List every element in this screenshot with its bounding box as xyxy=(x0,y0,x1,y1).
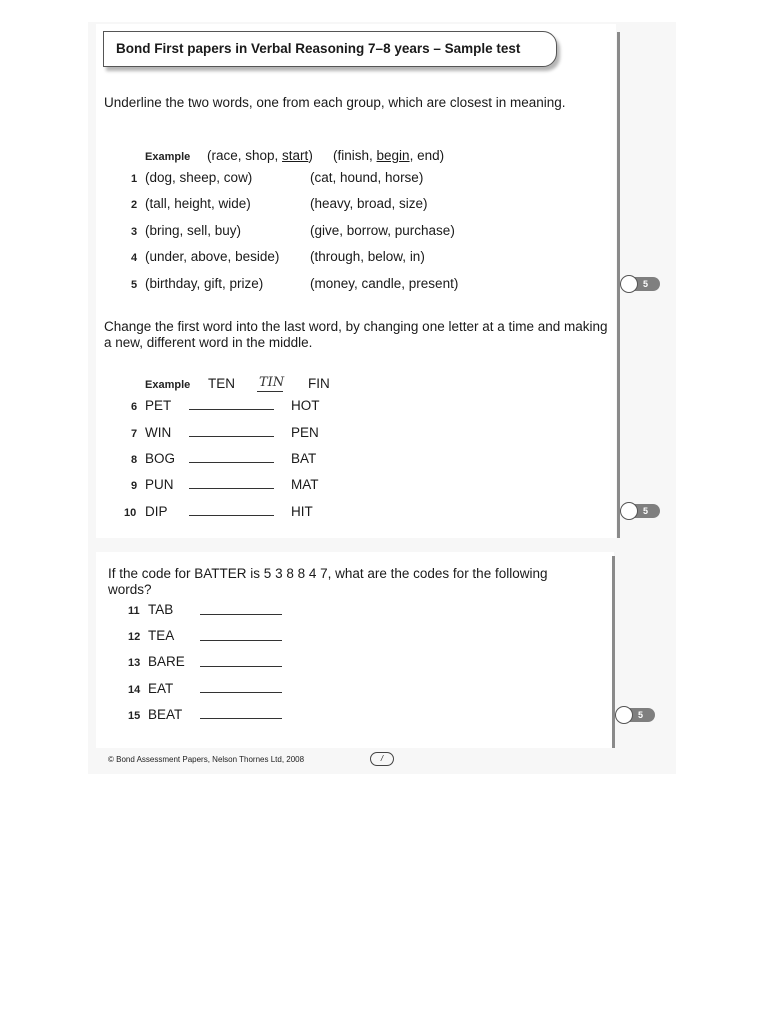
question-number: 8 xyxy=(131,454,138,466)
question-word-group-a[interactable]: (under, above, beside) xyxy=(145,249,280,264)
question-number: 11 xyxy=(128,605,140,617)
question-last-word: HIT xyxy=(291,504,313,519)
question-number: 2 xyxy=(131,199,138,211)
section1-instruction: Underline the two words, one from each group, which are closest in meaning. xyxy=(104,95,566,110)
question-number: 12 xyxy=(128,631,141,643)
question-first-word: DIP xyxy=(145,504,168,519)
copyright-footer: © Bond Assessment Papers, Nelson Thornes Ltd, 2008 xyxy=(108,755,305,764)
question-word: TEA xyxy=(148,628,175,643)
question-number: 4 xyxy=(131,252,138,264)
section1-example-group-b: (finish, begin, end) xyxy=(333,148,445,163)
score-entry-circle[interactable] xyxy=(620,275,638,293)
question-word-group-b[interactable]: (give, borrow, purchase) xyxy=(310,223,455,238)
question-number: 15 xyxy=(128,710,141,722)
example-underlined-word-b: begin xyxy=(376,148,410,163)
example-handwritten-answer: TIN xyxy=(259,375,285,390)
example-answer-line xyxy=(257,391,283,392)
question-word-group-b[interactable]: (money, candle, present) xyxy=(310,276,459,291)
question-last-word: PEN xyxy=(291,425,319,440)
section1-example-label: Example xyxy=(145,151,191,163)
question-word: BEAT xyxy=(148,707,183,722)
question-word-group-a[interactable]: (dog, sheep, cow) xyxy=(145,170,253,185)
question-word-group-b[interactable]: (cat, hound, horse) xyxy=(310,170,424,185)
answer-line[interactable] xyxy=(200,614,282,615)
question-number: 13 xyxy=(128,657,141,669)
score-box-section3[interactable] xyxy=(615,706,655,724)
question-first-word: WIN xyxy=(145,425,172,440)
question-number: 7 xyxy=(131,428,138,440)
answer-line[interactable] xyxy=(189,488,274,489)
question-first-word: BOG xyxy=(145,451,176,466)
example-underlined-word-a: start xyxy=(282,148,309,163)
page-number-badge: / xyxy=(370,752,394,766)
answer-line[interactable] xyxy=(189,409,274,410)
question-number: 6 xyxy=(131,401,138,413)
question-word-group-b[interactable]: (heavy, broad, size) xyxy=(310,196,428,211)
question-word-group-b[interactable]: (through, below, in) xyxy=(310,249,425,264)
question-number: 9 xyxy=(131,480,138,492)
question-last-word: BAT xyxy=(291,451,317,466)
score-box-section2[interactable] xyxy=(620,502,660,520)
example-first-word: TEN xyxy=(208,376,235,391)
score-entry-circle[interactable] xyxy=(615,706,633,724)
answer-line[interactable] xyxy=(200,640,282,641)
answer-line[interactable] xyxy=(189,462,274,463)
question-word-group-a[interactable]: (birthday, gift, prize) xyxy=(145,276,264,291)
question-word: EAT xyxy=(148,681,174,696)
section2-instruction: Change the first word into the last word, by changing one letter at a time and making a new, different word in the middle. xyxy=(104,319,608,350)
question-word: TAB xyxy=(148,602,174,617)
title-banner xyxy=(103,31,557,67)
question-word-group-a[interactable]: (tall, height, wide) xyxy=(145,196,251,211)
example-last-word: FIN xyxy=(308,376,330,391)
question-word: BARE xyxy=(148,654,185,669)
answer-line[interactable] xyxy=(189,436,274,437)
score-max: 5 xyxy=(643,279,649,289)
question-first-word: PET xyxy=(145,398,172,413)
question-number: 5 xyxy=(131,279,138,291)
answer-line[interactable] xyxy=(200,692,282,693)
question-number: 14 xyxy=(128,684,141,696)
score-max: 5 xyxy=(638,710,644,720)
section2-example-label: Example xyxy=(145,379,191,391)
question-last-word: MAT xyxy=(291,477,319,492)
score-box-section1[interactable] xyxy=(620,275,660,293)
section3-instruction: If the code for BATTER is 5 3 8 8 4 7, what are the codes for the following words? xyxy=(108,566,548,597)
page-title: Bond First papers in Verbal Reasoning 7–8 years – Sample test xyxy=(116,41,521,56)
question-number: 1 xyxy=(131,173,138,185)
answer-line[interactable] xyxy=(200,718,282,719)
question-word-group-a[interactable]: (bring, sell, buy) xyxy=(145,223,242,238)
question-last-word: HOT xyxy=(291,398,320,413)
answer-line[interactable] xyxy=(200,666,282,667)
question-first-word: PUN xyxy=(145,477,174,492)
score-max: 5 xyxy=(643,506,649,516)
question-number: 10 xyxy=(124,507,137,519)
question-number: 3 xyxy=(131,226,138,238)
score-entry-circle[interactable] xyxy=(620,502,638,520)
section1-example-group-a: (race, shop, start) xyxy=(207,148,313,163)
answer-line[interactable] xyxy=(189,515,274,516)
